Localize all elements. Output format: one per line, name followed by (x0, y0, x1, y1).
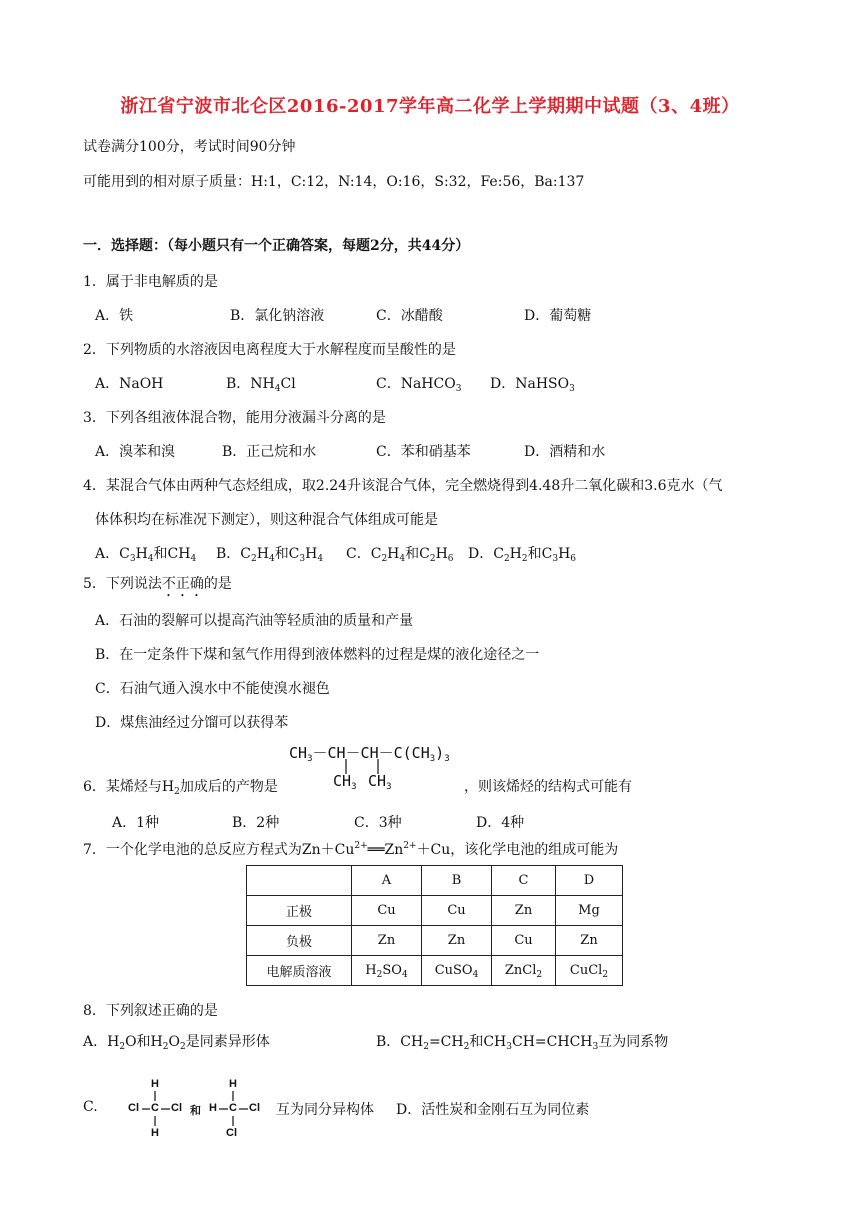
q3-option-a[interactable]: A．溴苯和溴 (95, 444, 176, 460)
q6-option-d[interactable]: D．4种 (476, 815, 525, 831)
q4-option-b[interactable]: B．$C_2H_4$和$C_3H_4$ (216, 546, 324, 564)
table-header-cell: A (352, 866, 422, 896)
lewis-h-bottom-1: H (151, 1127, 159, 1139)
lewis-h-top-2: H (229, 1078, 237, 1090)
q2-option-a[interactable]: A．NaOH (95, 376, 164, 392)
q1-option-a[interactable]: A．铁 (95, 308, 134, 324)
lewis-c-2: C (229, 1102, 237, 1114)
q5-option-c[interactable]: C．石油气通入溴水中不能使溴水褪色 (95, 681, 330, 697)
q2-stem: 2．下列物质的水溶液因电离程度大于水解程度而呈酸性的是 (83, 342, 456, 358)
q7-table (246, 865, 623, 986)
q3-stem: 3．下列各组液体混合物，能用分液漏斗分离的是 (83, 410, 386, 426)
q2-option-c[interactable]: C．NaHCO$_3$ (376, 376, 462, 394)
table-cell: Cu (422, 896, 492, 926)
table-cell: ZnCl$_2$ (492, 956, 556, 986)
q7-stem: 7．一个化学电池的总反应方程式为$Zn+Cu^{2+}══Zn^{2+}+Cu$，该化学电池的组成可能为 (83, 841, 619, 858)
lewis-cl-right-2: Cl (249, 1102, 260, 1114)
q8-option-b[interactable]: B．$CH_2=CH_2$和$CH_3CH=CHCH_3$互为同系物 (376, 1034, 669, 1052)
table-cell: 负极 (247, 926, 352, 956)
lewis-cl-right-1: Cl (171, 1102, 182, 1114)
q6-branch-1: $CH_3$ (333, 772, 357, 792)
q1-option-c[interactable]: C．冰醋酸 (376, 308, 443, 324)
q5-stem-emphasis: 不正确 (161, 576, 204, 592)
q5-stem (83, 573, 232, 600)
table-row (247, 956, 623, 986)
table-cell: 电解质溶液 (247, 956, 352, 986)
page-title: 浙江省宁波市北仑区2016-2017学年高二化学上学期期中试题（3、4班） (120, 96, 740, 117)
lewis-cl-left-1: Cl (128, 1102, 139, 1114)
q4-option-c[interactable]: C．$C_2H_4$和$C_2H_6$ (346, 546, 454, 564)
lewis-cl-bottom-2: Cl (226, 1127, 237, 1139)
exam-info-score-time: 试卷满分100分，考试时间90分钟 (83, 139, 296, 155)
q2-option-b[interactable]: B．$NH_4Cl$ (226, 376, 296, 394)
table-cell: Zn (422, 926, 492, 956)
table-cell: Cu (352, 896, 422, 926)
q4-option-d[interactable]: D．$C_2H_2$和$C_3H_6$ (468, 546, 577, 564)
q5-option-a[interactable]: A．石油的裂解可以提高汽油等轻质油的质量和产量 (95, 613, 414, 629)
q4-option-a[interactable]: A．$C_3H_4$和$CH_4$ (95, 546, 197, 564)
q1-option-b[interactable]: B．氯化钠溶液 (230, 308, 325, 324)
lewis-c-1: C (151, 1102, 159, 1114)
table-header-cell: C (492, 866, 556, 896)
q3-option-b[interactable]: B．正己烷和水 (222, 444, 317, 460)
q1-stem: 1．属于非电解质的是 (83, 274, 218, 290)
q5-stem-pre: 5．下列说法 (83, 576, 162, 592)
table-cell: Zn (556, 926, 623, 956)
q3-options (0, 441, 860, 461)
lewis-and: 和 (190, 1105, 201, 1117)
q5-stem-post: 的是 (203, 576, 232, 592)
q6-option-c[interactable]: C．3种 (354, 815, 402, 831)
q8-option-c-text: 互为同分异构体 (276, 1102, 374, 1118)
table-cell: $H_2SO_4$ (352, 956, 422, 986)
q8-stem: 8．下列叙述正确的是 (83, 1003, 218, 1019)
table-cell: Zn (492, 896, 556, 926)
q5-option-b[interactable]: B．在一定条件下煤和氢气作用得到液体燃料的过程是煤的液化途径之一 (95, 647, 540, 663)
table-row (247, 866, 623, 896)
q4-stem-line1: 4．某混合气体由两种气态烃组成，取2.24升该混合气体，完全燃烧得到4.48升二氧化碳和3.6克水（气 (83, 478, 723, 494)
q1-options (0, 305, 860, 325)
table-cell: CuSO$_4$ (422, 956, 492, 986)
q6-options (0, 812, 860, 832)
q4-options (0, 543, 860, 563)
table-cell: CuCl$_2$ (556, 956, 623, 986)
exam-info-atomic-masses: 可能用到的相对原子质量：H:1，C:12，N:14，O:16，S:32，Fe:56，Ba:137 (83, 174, 585, 190)
q8-option-d[interactable]: D．活性炭和金刚石互为同位素 (396, 1102, 590, 1118)
q6-stem-pre: 6．某烯烃与$H_2$加成后的产物是 (83, 779, 278, 797)
q3-option-c[interactable]: C．苯和硝基苯 (376, 444, 471, 460)
q8-option-c-label[interactable]: C. (83, 1099, 98, 1115)
table-row (247, 896, 623, 926)
q5-option-d[interactable]: D．煤焦油经过分馏可以获得苯 (95, 715, 289, 731)
lewis-bonds (120, 1075, 270, 1145)
q6-structure-chain: $CH_3-CH-CH-C(CH_3)_3$ (289, 744, 450, 764)
q4-stem-line2: 体体积均在标准况下测定），则这种混合气体组成可能是 (95, 512, 438, 528)
q2-option-d[interactable]: D．NaHSO$_3$ (490, 376, 575, 394)
q6-option-a[interactable]: A．1种 (112, 815, 160, 831)
q1-option-d[interactable]: D．葡萄糖 (524, 308, 592, 324)
q8-option-a[interactable]: A．$H_2O$和$H_2O_2$是同素异形体 (83, 1034, 270, 1052)
q2-options (0, 373, 860, 393)
table-header-cell (247, 866, 352, 896)
lewis-h-left-2: H (209, 1102, 217, 1114)
table-header-cell: B (422, 866, 492, 896)
table-header-cell: D (556, 866, 623, 896)
q6-option-b[interactable]: B．2种 (232, 815, 280, 831)
table-cell: Zn (352, 926, 422, 956)
q6-stem-post: ，则该烯烃的结构式可能有 (464, 779, 632, 795)
table-cell: Mg (556, 896, 623, 926)
lewis-h-top-1: H (151, 1078, 159, 1090)
q3-option-d[interactable]: D．酒精和水 (524, 444, 606, 460)
table-cell: Cu (492, 926, 556, 956)
q6-branch-2: $CH_3$ (368, 772, 392, 792)
table-cell: 正极 (247, 896, 352, 926)
section-heading: 一．选择题：（每小题只有一个正确答案，每题2分，共44分） (83, 238, 470, 254)
table-row (247, 926, 623, 956)
